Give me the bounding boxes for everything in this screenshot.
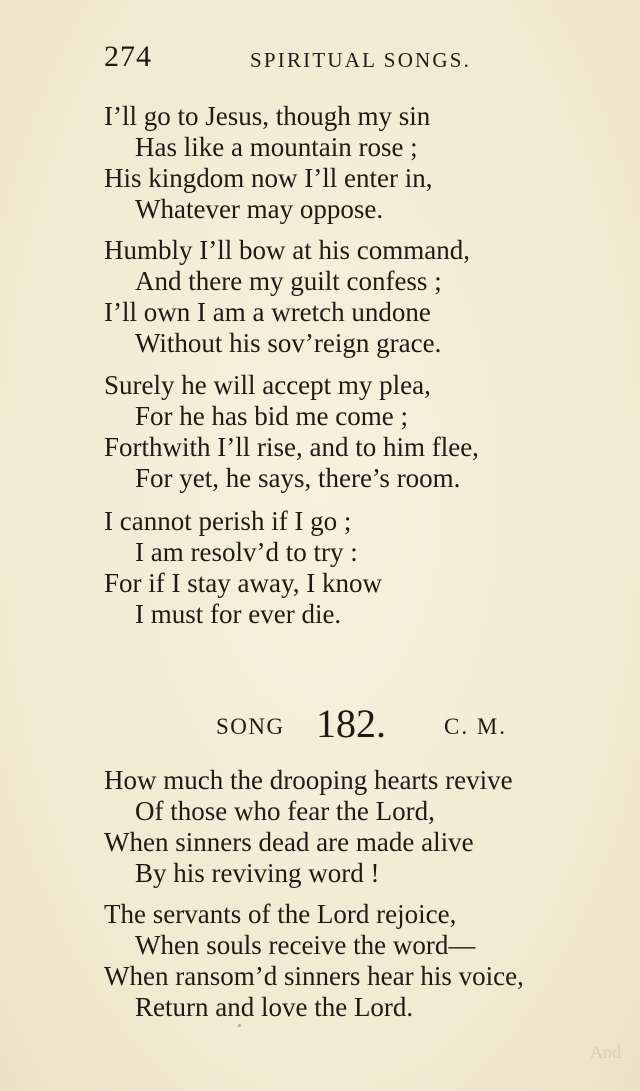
verse-line: Humbly I’ll bow at his command, (104, 235, 470, 265)
page-header (104, 40, 514, 80)
verse-line: When sinners dead are made alive (104, 827, 474, 857)
verse-line: I must for ever die. (135, 599, 342, 629)
stanza-4 (104, 506, 624, 630)
verse-line: And there my guilt confess ; (135, 266, 442, 296)
song-meter: C. M. (444, 714, 508, 739)
verse-line: I’ll own I am a wretch undone (104, 297, 431, 327)
verse-line: His kingdom now I’ll enter in, (104, 163, 433, 193)
verse-line: For if I stay away, I know (104, 568, 382, 598)
verse-line: I cannot perish if I go ; (104, 506, 352, 536)
stanza-2 (104, 235, 624, 359)
verse-line: I am resolv’d to try : (135, 537, 358, 567)
verse-line: Whatever may oppose. (135, 194, 384, 224)
stanza-3 (104, 370, 624, 494)
verse-line: Surely he will accept my plea, (104, 370, 431, 400)
song-stanza-2 (104, 899, 624, 1023)
running-title: SPIRITUAL SONGS. (250, 48, 472, 72)
song-stanza-1 (104, 765, 624, 889)
verse-line: Without his sov’reign grace. (135, 328, 442, 358)
ink-speck (238, 1024, 241, 1027)
verse-line: For yet, he says, there’s room. (135, 463, 461, 493)
verse-line: Return and love the Lord. (135, 992, 414, 1022)
verse-line: Of those who fear the Lord, (135, 796, 435, 826)
verse-line: How much the drooping hearts revive (104, 765, 513, 795)
song-heading (216, 700, 616, 750)
page-number: 274 (104, 40, 152, 73)
bleed-through-text: And (590, 1042, 621, 1062)
song-number: 182. (316, 701, 386, 746)
verse-line: Has like a mountain rose ; (135, 132, 418, 162)
verse-line: I’ll go to Jesus, though my sin (104, 101, 431, 131)
verse-line: When ransom’d sinners hear his voice, (104, 961, 524, 991)
verse-line: Forthwith I’ll rise, and to him flee, (104, 432, 479, 462)
verse-line: By his reviving word ! (135, 858, 380, 888)
verse-line: For he has bid me come ; (135, 401, 408, 431)
song-label: SONG (216, 714, 285, 739)
verse-line: When souls receive the word— (135, 930, 476, 960)
stanza-1 (104, 101, 624, 225)
verse-line: The servants of the Lord rejoice, (104, 899, 457, 929)
